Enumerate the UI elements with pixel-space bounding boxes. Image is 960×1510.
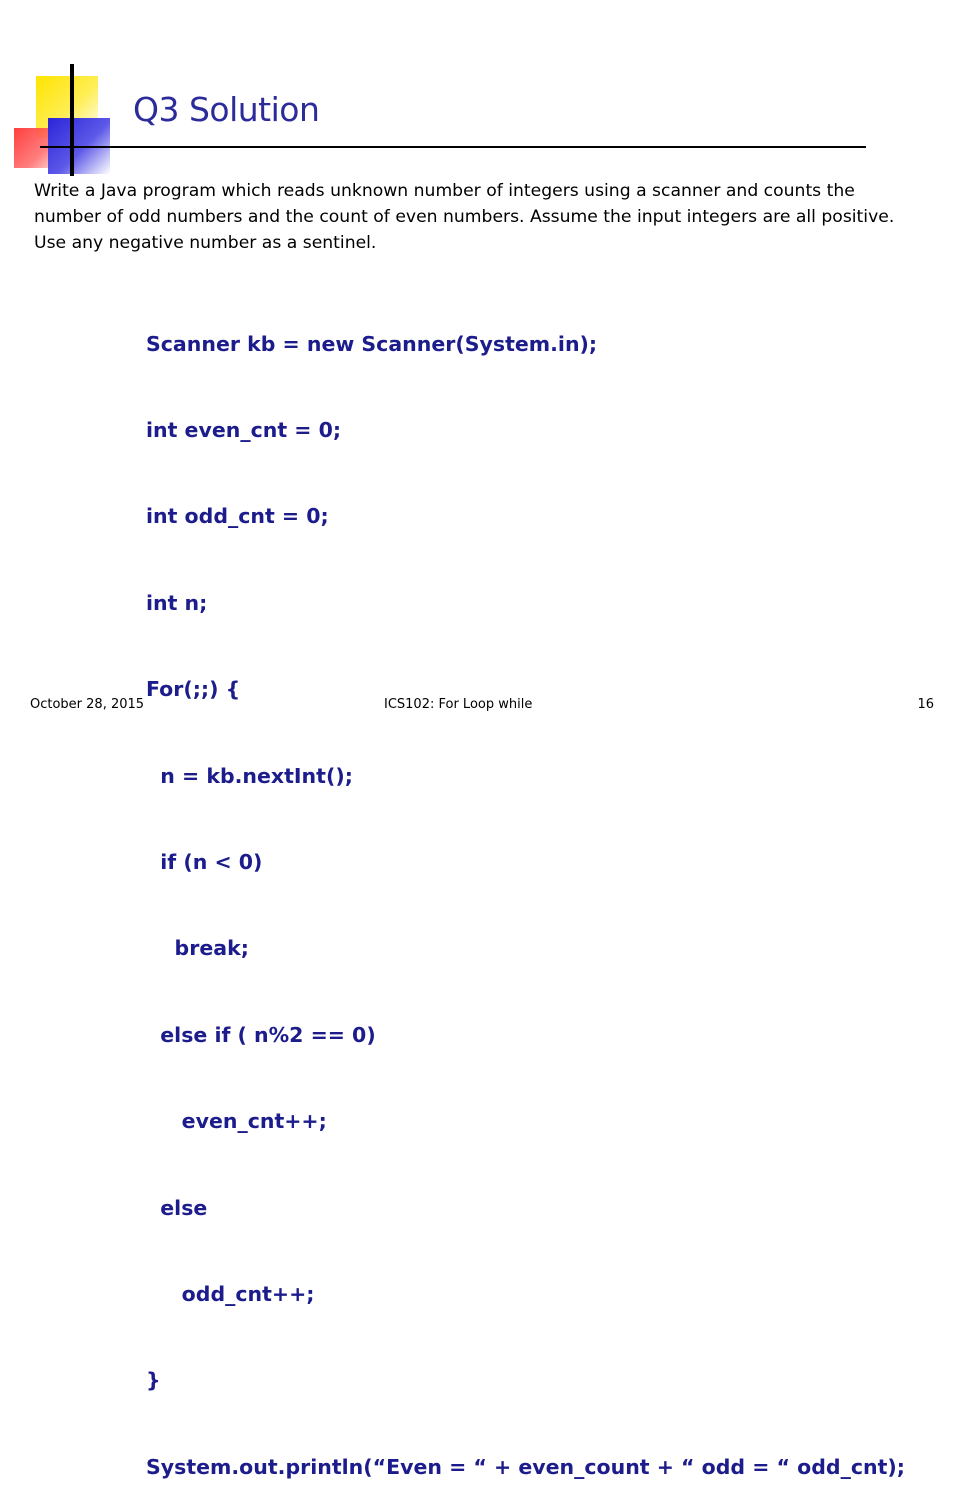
code-line: break; <box>146 936 249 961</box>
footer-date: October 28, 2015 <box>30 697 145 712</box>
footer-title: ICS102: For Loop while <box>384 697 533 712</box>
title-underline <box>40 146 866 148</box>
code-line: if (n < 0) <box>146 849 263 874</box>
code-line: odd_cnt++; <box>146 1281 315 1306</box>
footer-page-number: 16 <box>917 697 934 712</box>
code-line: } <box>146 1368 161 1393</box>
question-text: Write a Java program which reads unknown number of integers using a scanner and counts the number of odd numbers and the count of even numbers. Assume the input integers are all positive. Use any negative number as a sentinel. <box>34 181 895 253</box>
code-line: n = kb.nextInt(); <box>146 763 353 788</box>
decorative-vertical-line <box>70 64 74 176</box>
code-line: int even_cnt = 0; <box>146 417 342 442</box>
code-line: int n; <box>146 590 208 615</box>
code-line: else if ( n%2 == 0) <box>146 1022 376 1047</box>
code-line: else <box>146 1195 208 1220</box>
slide-title: Q3 Solution <box>133 90 320 129</box>
code-line: System.out.println(“Even = “ + even_count + “ odd = “ odd_cnt); <box>146 1454 905 1479</box>
code-line: int odd_cnt = 0; <box>146 504 329 529</box>
code-block <box>146 272 905 1510</box>
code-line: Scanner kb = new Scanner(System.in); <box>146 331 598 356</box>
code-line: even_cnt++; <box>146 1109 327 1134</box>
code-line: For(;;) { <box>146 677 241 702</box>
